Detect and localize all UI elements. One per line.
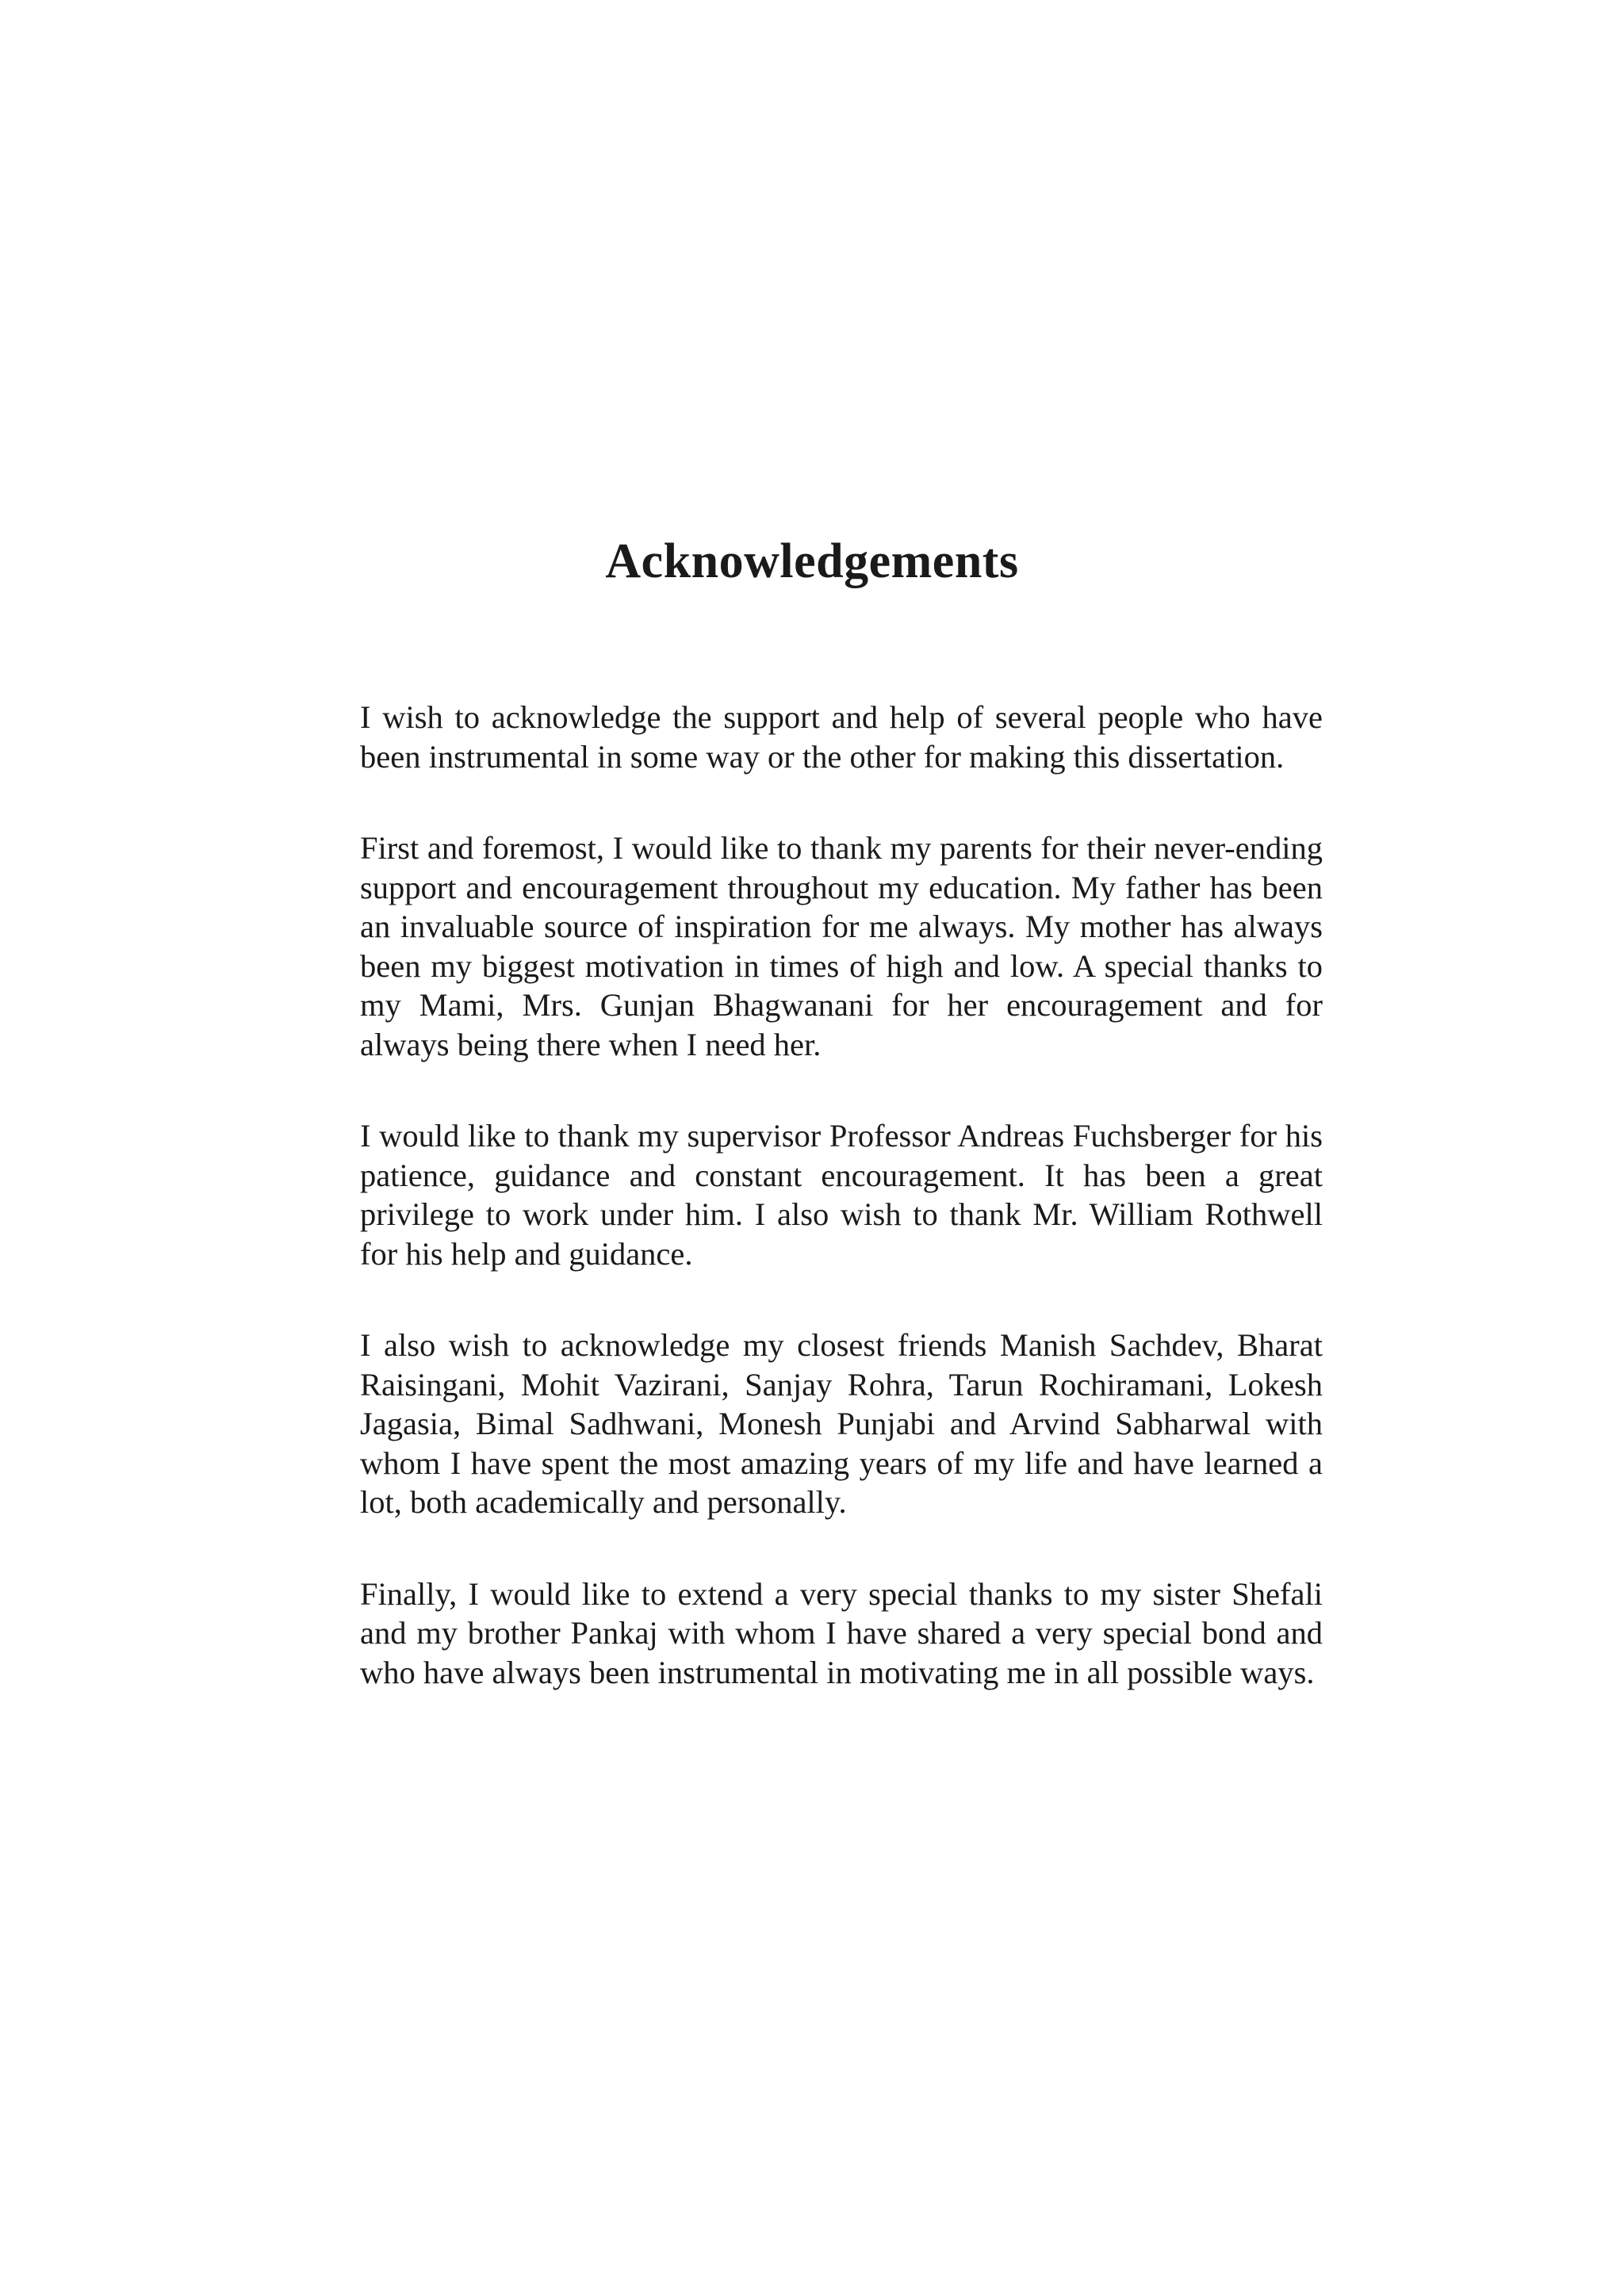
page-title: Acknowledgements: [605, 534, 1019, 588]
paragraph-intro: I wish to acknowledge the support and help of several people who have been instrumental in some way or the other for making this dissertation.: [360, 699, 1323, 775]
acknowledgements-body: [360, 698, 1323, 1744]
paragraph-parents: First and foremost, I would like to thank my parents for their never-ending support and encouragement throughout my education. My father has been an invaluable source of inspiration for me always. My mother has always been my biggest motivation in times of high and low. A special thanks to my Mami, Mrs. Gunjan Bhagwanani for her encouragement and for always being there when I need her.: [360, 830, 1323, 1062]
paragraph-supervisor: I would like to thank my supervisor Professor Andreas Fuchsberger for his patience, guidance and constant encouragement. It has been a great privilege to work under him. I also wish to thank Mr. William Rothwell for his help and guidance.: [360, 1118, 1323, 1272]
paragraph-friends: I also wish to acknowledge my closest friends Manish Sachdev, Bharat Raisingani, Mohit Vazirani, Sanjay Rohra, Tarun Rochiramani, Lokesh Jagasia, Bimal Sadhwani, Monesh Punjabi and Arvind Sabharwal with whom I have spent the most amazing years of my life and have learned a lot, both academically and personally.: [360, 1327, 1323, 1520]
paragraph-siblings: Finally, I would like to extend a very special thanks to my sister Shefali and my brother Pankaj with whom I have shared a very special bond and who have always been instrumental in motivating me in all possible ways.: [360, 1575, 1323, 1690]
